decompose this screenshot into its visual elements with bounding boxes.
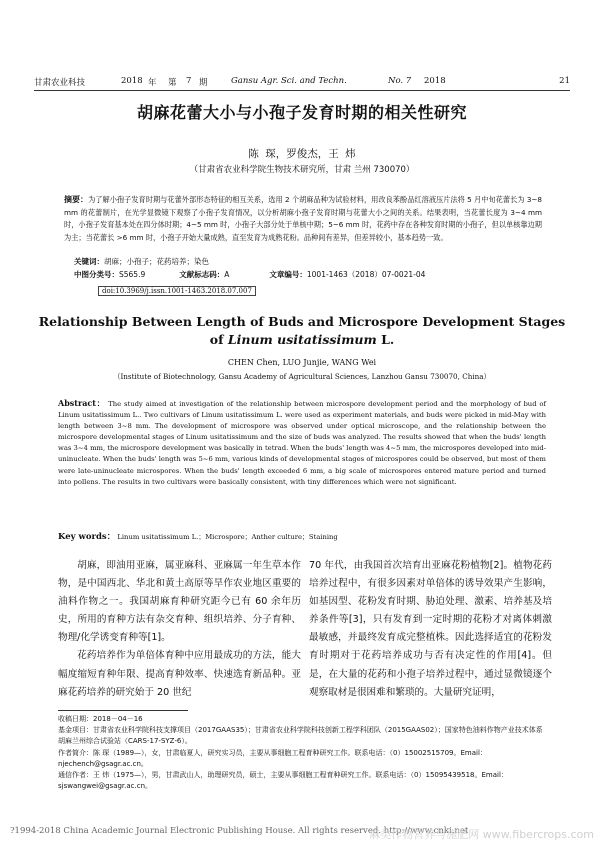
body-column-right: [309, 557, 552, 702]
clc-number: S565.9: [119, 270, 146, 279]
keywords-en: [58, 530, 546, 542]
body-paragraph: 花药培养作为单倍体育种中应用最成功的方法，能大幅度缩短育种年限、提高育种效率、快速选育新品种。亚麻花药培养的研究始于 20 世纪: [58, 650, 301, 698]
article-title-en: [0, 313, 604, 349]
article-id: 1001-1463（2018）07-0021-04: [306, 270, 426, 279]
footnote-corresponding: 通信作者：王 炜（1975—），男，甘肃武山人，助理研究员，硕士，主要从事细胞工程育种研究工作。联系电话：（0）15095439518。Email：sjswangwei@gsagr.ac.cn。: [58, 771, 508, 791]
copyright-line: ?1994-2018 China Academic Journal Electronic Publishing House. All rights reserved. http://www.cnki.net: [10, 826, 469, 836]
keywords-cn-label: 关键词：: [74, 257, 104, 266]
title-en-tail: L.: [381, 332, 395, 347]
bottom-bar: [10, 826, 594, 840]
authors-en: CHEN Chen, LUO Junjie, WANG Wei: [227, 358, 377, 367]
site-watermark: 麻类作物营养与施肥网 www.fibercrops.com: [369, 828, 594, 841]
title-en-of: of: [209, 332, 224, 347]
abstract-en-label: Abstract：: [58, 398, 106, 408]
article-title-cn: 胡麻花蕾大小与小孢子发育时期的相关性研究: [136, 103, 467, 122]
clc-label: 中图分类号：: [74, 270, 119, 279]
header-qi: 期: [199, 78, 208, 88]
header-nian: 年: [148, 78, 157, 88]
header-year-en: 2018: [424, 76, 446, 86]
keywords-cn-text: 胡麻；小孢子；花药培养；染色: [104, 257, 209, 266]
header-year: 2018: [121, 76, 143, 86]
footnotes: [58, 714, 548, 792]
abstract-en-text: The study aimed at investigation of the relationship between microspore development period and the morphology of bud of Linum usitatissimum L.. Two cultivars of Linum usitatissimum L. were used as experiment materials, and buds were picked in mid-May with length between 3~8 mm. The development of microspore was observed under optical microscope, and the relationship between the microspore developmental stages of Linum usitatissimum and the size of buds was analyzed. The results showed that when the buds' length was 3~4 mm, the microspore development was basically in tetrad. When the buds' length was 4~5 mm, the microspores developed into mid-uninucleate. When the buds' length was 5~6 mm, various kinds of developmental stages of microspores could be observed, but most of them were late-uninucleate microspores. When the buds' length exceeded 6 mm, a big scale of microspores entered mature period and turned into pollens. The results in two cultivars were basically consistent, with tiny differences which were not significant.: [58, 400, 546, 486]
affiliation-cn: （甘肃省农业科学院生物技术研究所，甘肃 兰州 730070）: [189, 165, 415, 175]
keywords-cn: [74, 256, 209, 267]
footnote-fund: 基金项目：甘肃省农业科学院科技支撑项目（2017GAAS35）；甘肃省农业科学院科技创新工程学科团队（2015GAAS02）；国家特色油料作物产业技术体系胡麻兰州综合试验站（CARS-17-SYZ-6）。: [58, 726, 543, 746]
body-paragraph: 胡麻，即油用亚麻，属亚麻科、亚麻属一年生草本作物，是中国西北、华北和黄土高原等旱作农业地区重要的油料作物之一。我国胡麻育种研究距今已有 60 余年历史，所用的育种方法有杂交育种、组织培养、分子育种、物理/化学诱变育种等[1]。: [58, 560, 301, 644]
keywords-en-text: Linum usitatissimum L.；Microspore；Anther culture；Staining: [117, 533, 338, 541]
header-issue: 7: [186, 76, 192, 86]
doi-box: doi:10.3969/j.issn.1001-1463.2018.07.007: [98, 286, 256, 296]
running-header: [34, 74, 570, 90]
abstract-en: [58, 398, 546, 488]
footnote-author: 作者简介：陈 琛（1989—），女，甘肃临夏人，研究实习员，主要从事细胞工程育种研究工作。联系电话：（0）15002515709。Email：njechench@gsagr.ac.cn。: [58, 748, 487, 768]
abstract-cn-text: 为了解小孢子发育时期与花蕾外部形态特征的相互关系，选用 2 个胡麻品种为试验材料，用改良苯酚品红溶液压片法将 5 月中旬花蕾长为 3~8 mm 的花蕾制片，在光学显微镜下观察了小孢子发育情况，以分析胡麻小孢子发育时期与花蕾大小之间的关系。结果表明，当花蕾长度为 3~4 mm 时，小孢子发育基本处在四分体时期；4~5 mm 时，小孢子大部分处于单核中期；5~6 mm 时，花药中存在各种发育时期的小孢子，但以单核靠边期为主；当花蕾长 >6 mm 时，小孢子开始大量成熟，直至发育为成熟花粉。品种间有差异，但差异较小，基本趋势一致。: [64, 195, 542, 242]
journal-name-cn: 甘肃农业科技: [34, 78, 86, 88]
header-di: 第: [168, 78, 177, 88]
title-en-line1: Relationship Between Length of Buds and Microspore Development Stages: [38, 314, 566, 329]
keywords-en-label: Key words：: [58, 532, 116, 542]
article-id-label: 文章编号：: [269, 270, 307, 279]
header-rule: [34, 90, 570, 91]
body-paragraph: 70 年代，由我国首次培育出亚麻花粉植物[2]。植物花药培养过程中，有很多因素对单倍体的诱导效果产生影响，如基因型、花粉发育时期、胁迫处理、激素、培养基及培养条件等[3]，只有发育到一定时期的花粉才对离体刺激最敏感，并最终发育成完整植株。因此选择适宜的花粉发育时期对于花药培养成功与否有决定性的作用[4]。但是，在大量的花药和小孢子培养过程中，通过显微镜逐个观察取材是很困难和繁琐的。大量研究证明，: [309, 560, 552, 698]
affiliation-en: （Institute of Biotechnology, Gansu Academy of Agricultural Sciences, Lanzhou Gansu 730070, China）: [113, 372, 491, 381]
doc-code-label: 文献标志码：: [179, 270, 225, 279]
classification-line: [74, 269, 425, 280]
doc-code: A: [224, 270, 230, 279]
title-en-species: Linum usitatissimum: [227, 332, 377, 347]
authors-cn: 陈 琛，罗俊杰，王 炜: [248, 148, 356, 160]
footnote-received: 收稿日期：2018－04－16: [58, 715, 143, 723]
page-number: 21: [559, 76, 570, 86]
journal-name-en: Gansu Agr. Sci. and Techn.: [231, 76, 347, 86]
abstract-cn-label: 摘要：: [64, 195, 89, 204]
abstract-cn: [64, 194, 542, 244]
body-column-left: [58, 557, 301, 702]
header-issue-en: No. 7: [388, 76, 412, 86]
footnote-rule: [58, 710, 188, 711]
